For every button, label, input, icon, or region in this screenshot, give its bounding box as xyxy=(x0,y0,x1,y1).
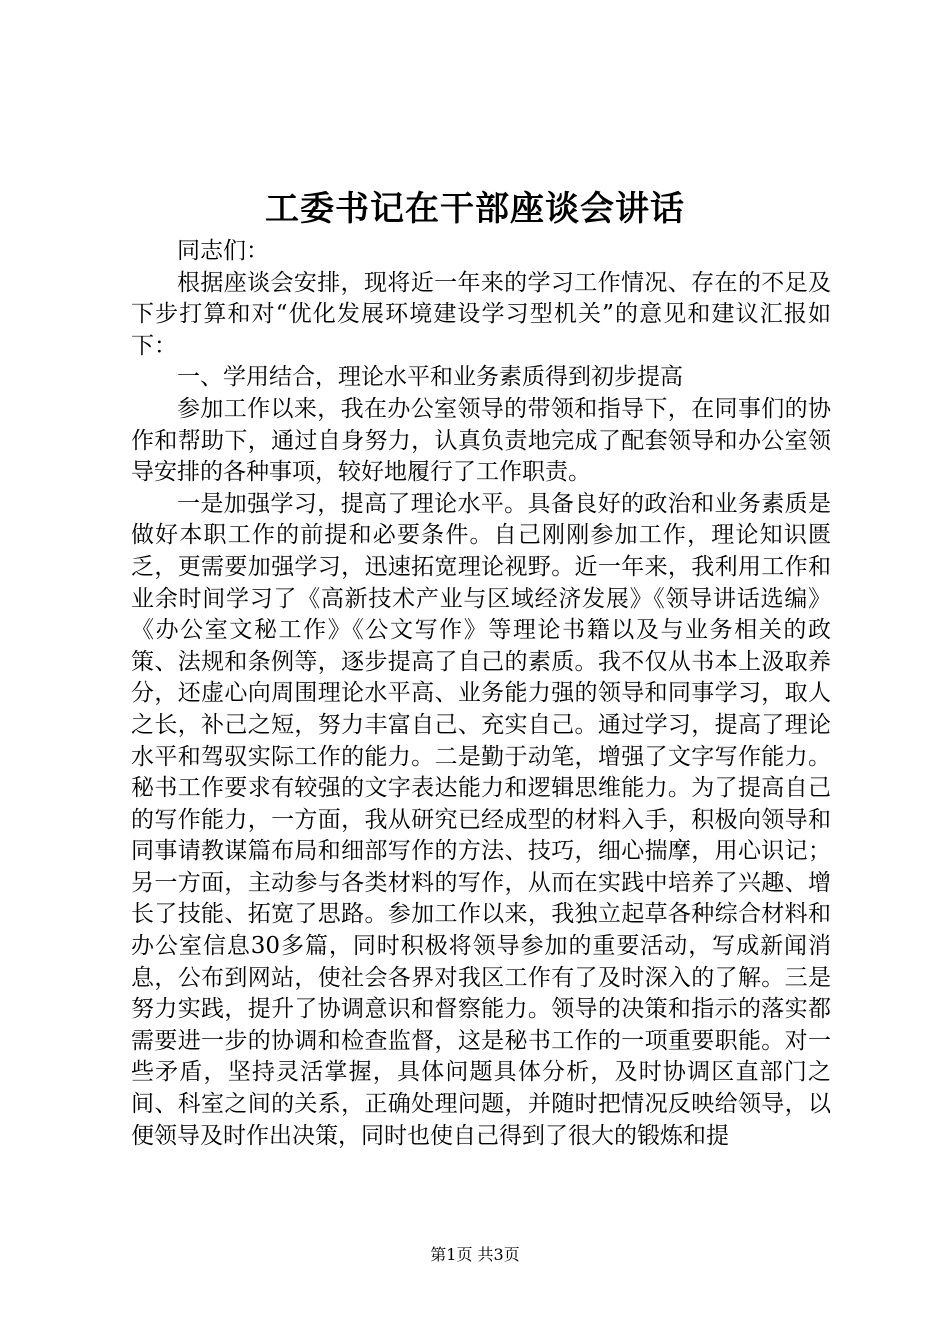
document-body xyxy=(131,236,831,1152)
salutation-paragraph: 同志们： xyxy=(177,238,269,264)
body-paragraph: 一是加强学习，提高了理论水平。具备良好的政治和业务素质是做好本职工作的前提和必要条件。自己刚刚参加工作，理论知识匮乏，更需要加强学习，迅速拓宽理论视野。近一年来，我利用工作和业余时间学习了《高新技术产业与区域经济发展》《领导讲话选编》《办公室文秘工作》《公文写作》等理论书籍以及与业务相关的政策、法规和条例等，逐步提高了自己的素质。我不仅从书本上汲取养分，还虚心向周围理论水平高、业务能力强的领导和同事学习，取人之长，补己之短，努力丰富自己、充实自己。通过学习，提高了理论水平和驾驭实际工作的能力。二是勤于动笔，增强了文字写作能力。秘书工作要求有较强的文字表达能力和逻辑思维能力。为了提高自己的写作能力，一方面，我从研究已经成型的材料入手，积极向领导和同事请教谋篇布局和细部写作的方法、技巧，细心揣摩，用心识记；另一方面，主动参与各类材料的写作，从而在实践中培养了兴趣、增长了技能、拓宽了思路。参加工作以来，我独立起草各种综合材料和办公室信息30多篇，同时积极将领导参加的重要活动，写成新闻消息，公布到网站，使社会各界对我区工作有了及时深入的了解。三是努力实践，提升了协调意识和督察能力。领导的决策和指示的落实都需要进一步的协调和检查监督，这是秘书工作的一项重要职能。对一些矛盾，坚持灵活掌握，具体问题具体分析，及时协调区直部门之间、科室之间的关系，正确处理问题，并随时把情况反映给领导，以便领导及时作出决策，同时也使自己得到了很大的锻炼和提 xyxy=(131,490,831,1149)
body-paragraph: 参加工作以来，我在办公室领导的带领和指导下，在同事们的协作和帮助下，通过自身努力，认真负责地完成了配套领导和办公室领导安排的各种事项，较好地履行了工作职责。 xyxy=(131,395,831,486)
document-title: 工委书记在干部座谈会讲话 xyxy=(265,189,685,229)
intro-paragraph: 根据座谈会安排，现将近一年来的学习工作情况、存在的不足及下步打算和对“优化发展环境建设学习型机关”的意见和建议汇报如下： xyxy=(131,269,831,359)
section-heading: 一、学用结合，理论水平和业务素质得到初步提高 xyxy=(177,364,683,391)
page-footer: 第1页 共3页 xyxy=(430,1245,520,1264)
